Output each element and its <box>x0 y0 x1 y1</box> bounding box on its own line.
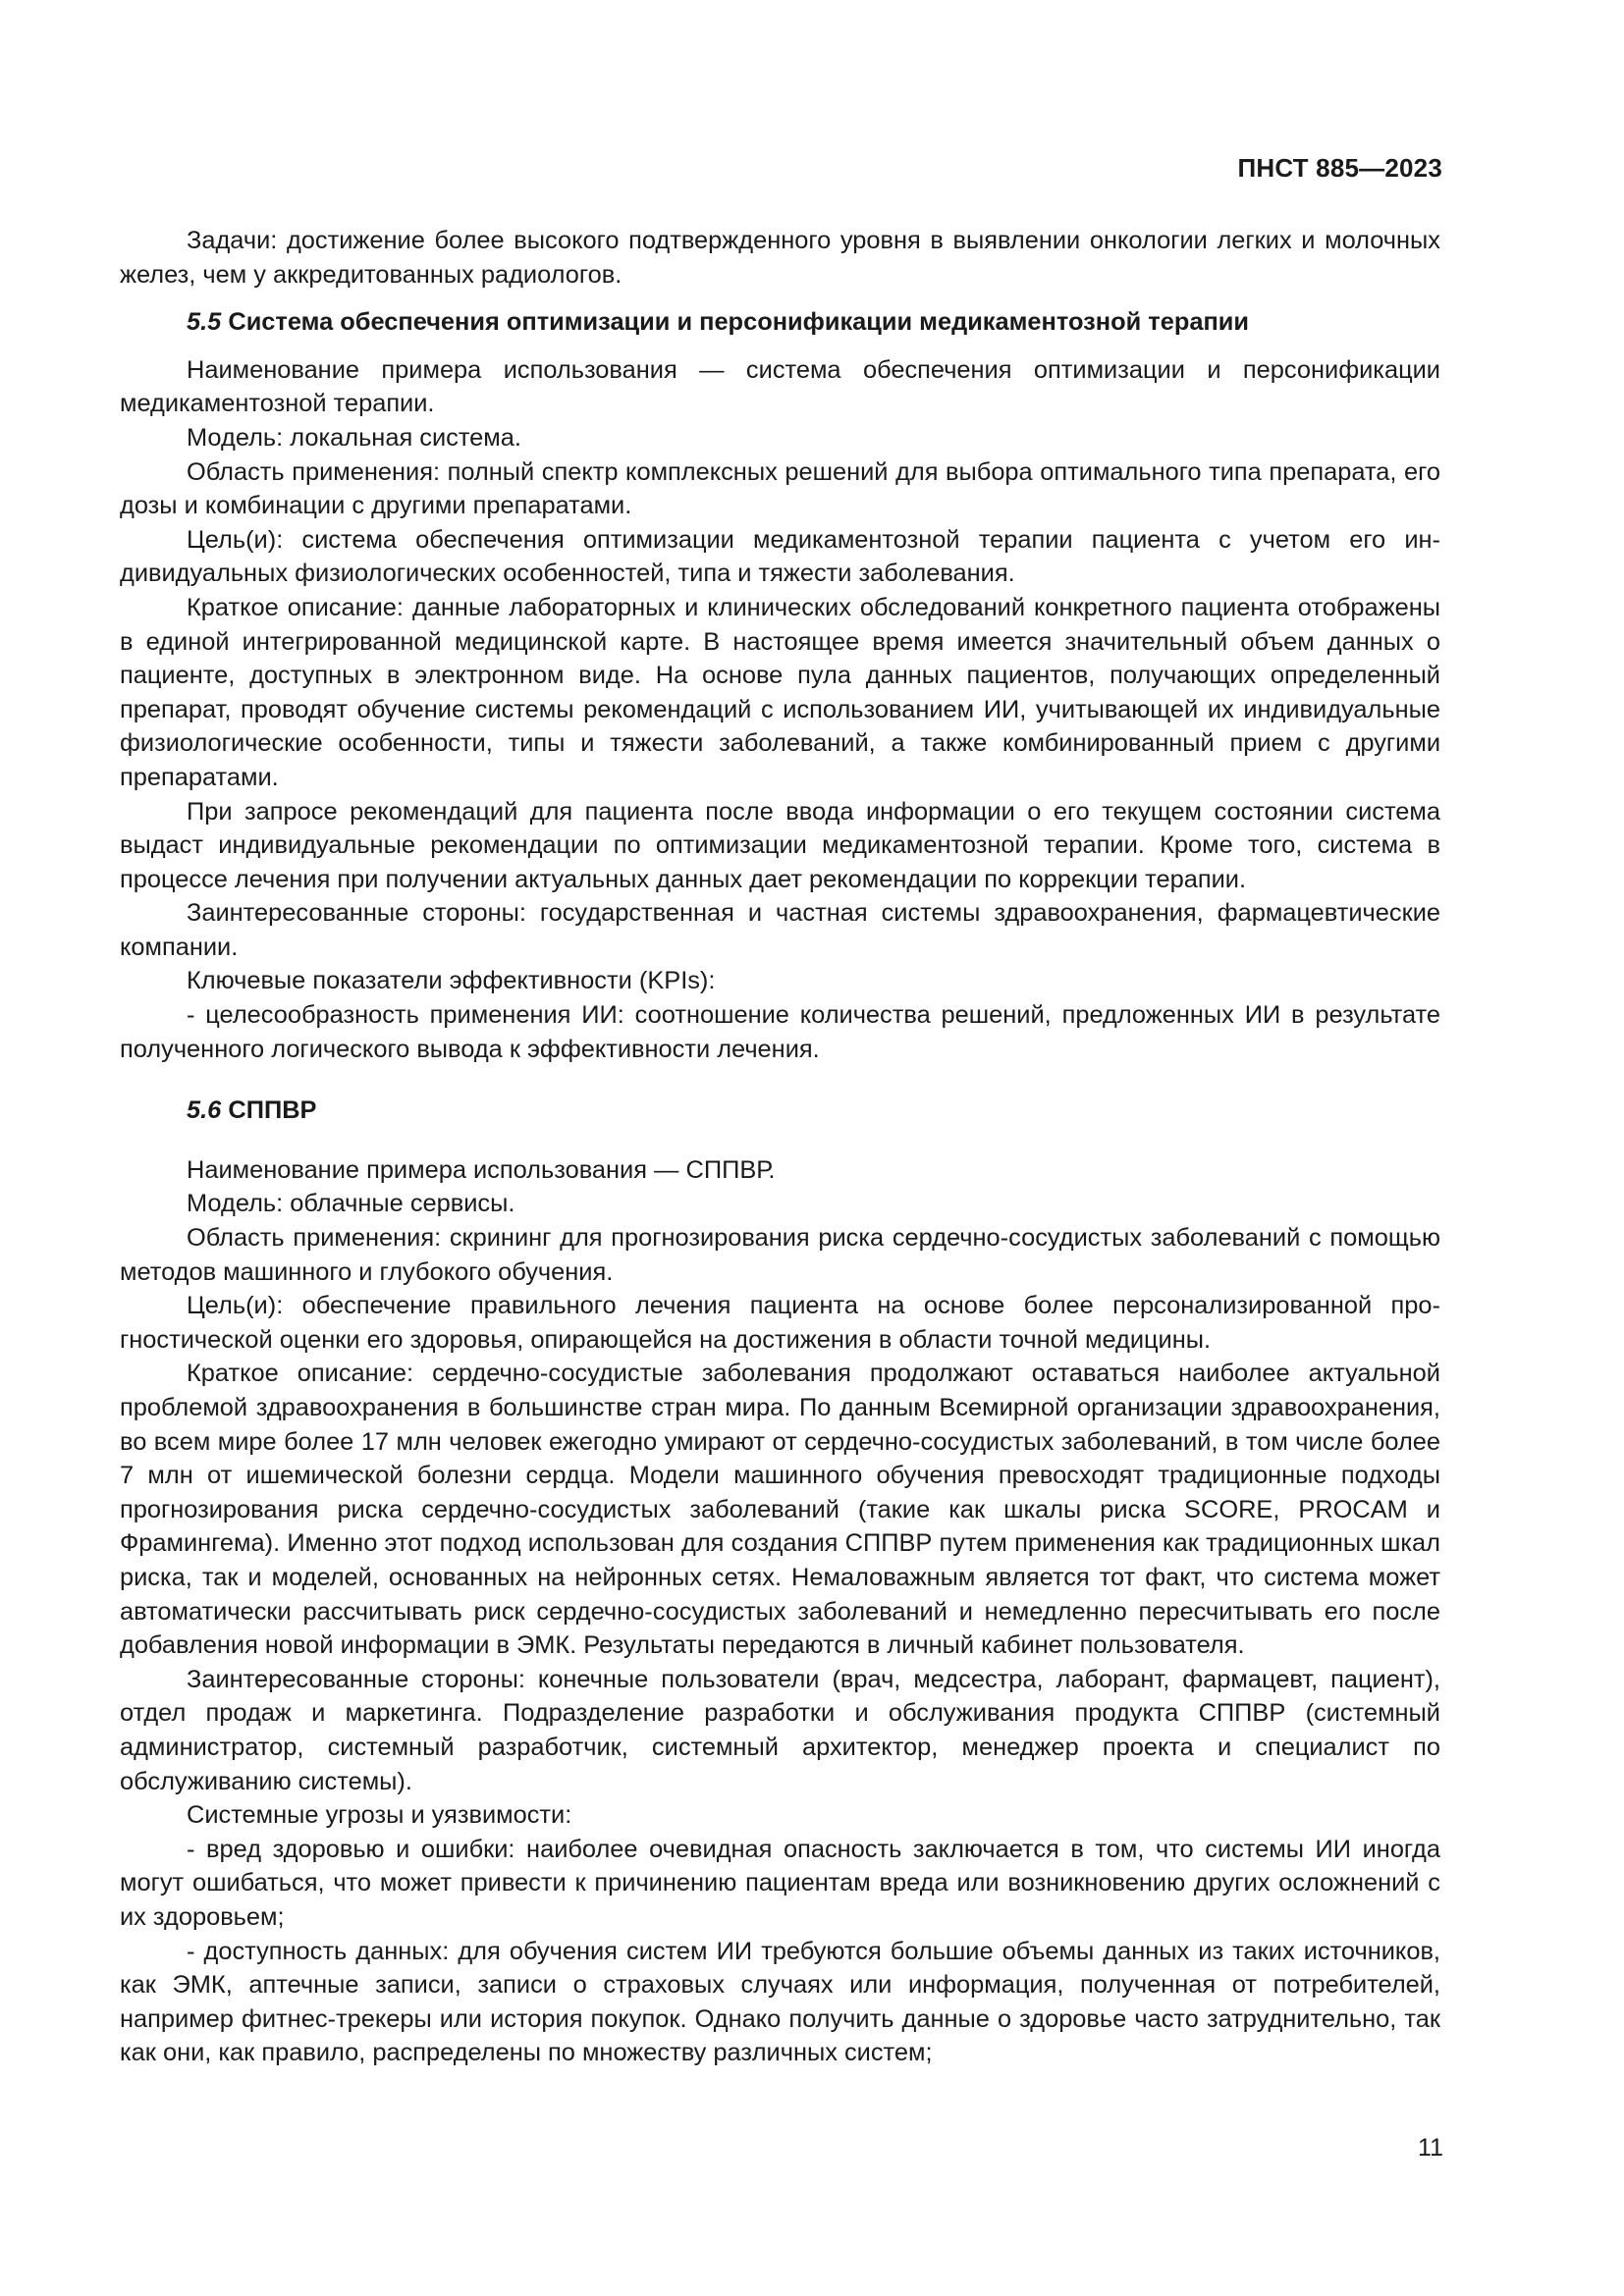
section-heading-5-6 <box>120 1094 1440 1128</box>
document-body <box>120 224 1440 2070</box>
section-number: 5.6 <box>187 1096 222 1125</box>
paragraph: Область применения: скрининг для прогнозирования риска сердечно-сосудистых заболеваний с помощью методов машинного и глубокого обучения. <box>120 1224 1440 1286</box>
paragraph: Цель(и): обеспечение правильного лечения пациента на основе более персонализированной прогностической оценки его здоровья, опирающейся на достижения в области точной медицины. <box>120 1292 1440 1354</box>
paragraph: Модель: локальная система. <box>187 423 521 452</box>
paragraph: Ключевые показатели эффективности (KPIs): <box>187 967 716 995</box>
paragraph: Заинтересованные стороны: конечные пользователи (врач, медсестра, лаборант, фармацевт, пациент), отдел продаж и маркетинга. Подразделение разработки и обслуживания продукта СППВР (системный администратор, системный разработчик, системный архитектор, менеджер проекта и специалист по обслуживанию системы). <box>120 1665 1440 1795</box>
document-code: ПНСТ 885—2023 <box>1237 153 1442 183</box>
list-item: - целесообразность применения ИИ: соотношение количества решений, предложенных ИИ в результате полученного логического вывода к эффективности лечения. <box>120 1001 1440 1063</box>
paragraph: Наименование примера использования — СППВР. <box>187 1155 776 1184</box>
paragraph: Цель(и): система обеспечения оптимизации медикаментозной терапии пациента с учетом его индивидуальных физиологических особенностей, типа и тяжести заболевания. <box>120 525 1440 588</box>
paragraph: При запросе рекомендаций для пациента после ввода информации о его текущем состоянии система выдаст индивидуальные рекомендации по оптимизации медикаментозной терапии. Кроме того, система в процессе лечения при получении актуальных данных дает рекомендации по коррекции терапии. <box>120 797 1440 893</box>
paragraph: Системные угрозы и уязвимости: <box>187 1801 572 1830</box>
paragraph: Область применения: полный спектр комплексных решений для выбора оптимального типа препарата, его дозы и комбинации с другими препаратами. <box>120 457 1440 520</box>
paragraph: Модель: облачные сервисы. <box>187 1190 515 1218</box>
list-item: - доступность данных: для обучения систем ИИ требуются большие объемы данных из таких источников, как ЭМК, аптечные записи, записи о страховых случаях или информация, полученная от потребителей, например фитнес-трекеры или история покупок. Однако получить данные о здоровье часто затруднительно, так как они, как правило, распределены по множеству различных систем; <box>120 1937 1440 2067</box>
section-heading-5-5 <box>120 305 1440 340</box>
paragraph: Краткое описание: данные лабораторных и клинических обследований конкретного пациента отображены в единой интегрированной медицинской карте. В настоящее время имеется значительный объем данных о пациенте, доступных в электронном виде. На основе пула данных пациентов, получающих определенный препарат, проводят обучение системы рекомендаций с использованием ИИ, учитывающей их индивидуальные физиологические особенности, типы и тяжести заболеваний, а также комбинированный прием с другими препаратами. <box>120 593 1440 791</box>
section-title: Система обеспечения оптимизации и персонификации медикаментозной терапии <box>228 308 1250 337</box>
paragraph: Заинтересованные стороны: государственная и частная системы здравоохранения, фармацевтические компании. <box>120 899 1440 961</box>
page-number: 11 <box>1418 2134 1443 2162</box>
section-number: 5.5 <box>187 308 222 337</box>
paragraph: Краткое описание: сердечно-сосудистые заболевания продолжают оставаться наиболее актуальной проблемой здравоохранения в большинстве стран мира. По данным Всемирной организации здравоохранения, во всем мире более 17 млн человек ежегодно умирают от сердечно-сосудистых заболеваний, в том числе более 7 млн от ишемической болезни сердца. Модели машинного обучения превосходят традиционные подходы прогнозирования риска сердечно-сосудистых заболеваний (такие как шкалы риска SCORE, PROCAM и Фрамингема). Именно этот подход использован для создания СППВР путем применения как традиционных шкал риска, так и моделей, основанных на нейронных сетях. Немаловажным является тот факт, что система может автоматически рассчитывать риск сердечно-сосудистых заболеваний и немедленно пересчитывать его после добавления новой информации в ЭМК. Результаты передаются в личный кабинет пользователя. <box>120 1360 1440 1660</box>
paragraph-tasks: Задачи: достижение более высокого подтвержденного уровня в выявлении онкологии легких и молочных желез, чем у аккредитованных радиологов. <box>120 227 1440 289</box>
list-item: - вред здоровью и ошибки: наиболее очевидная опасность заключается в том, что системы ИИ иногда могут ошибаться, что может привести к причинению пациентам вреда или возникновению других осложнений с их здоровьем; <box>120 1835 1440 1931</box>
section-title: СППВР <box>228 1096 317 1125</box>
paragraph: Наименование примера использования — система обеспечения оптимизации и персонификации медикаментозной терапии. <box>120 355 1440 418</box>
